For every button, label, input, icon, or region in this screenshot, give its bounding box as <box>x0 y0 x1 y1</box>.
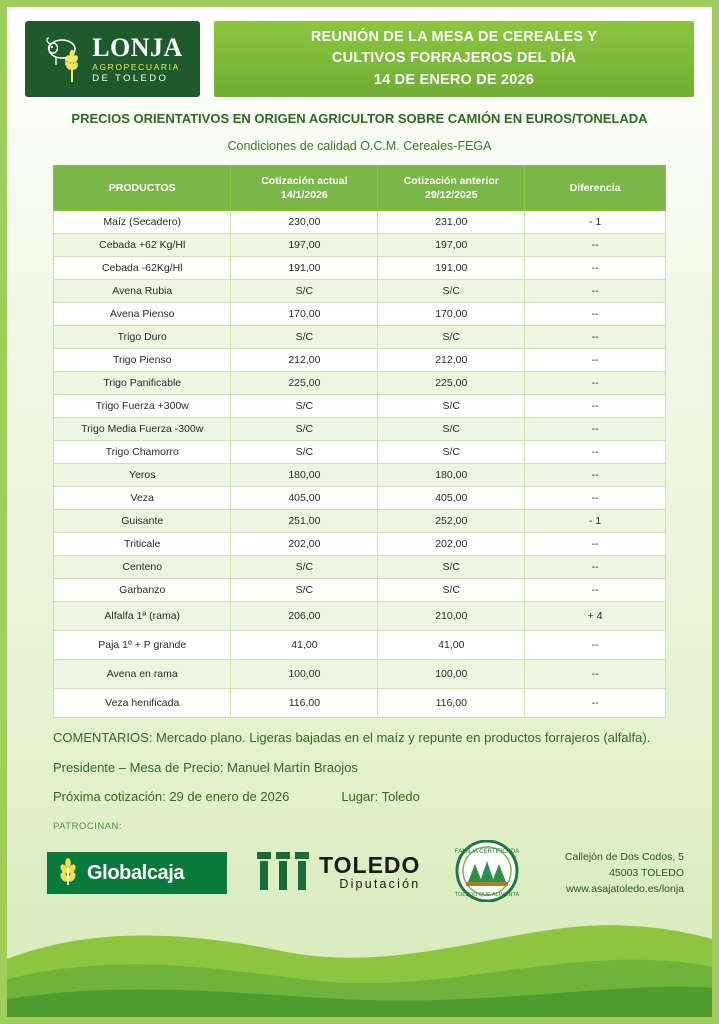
cell-previous: 116,00 <box>378 689 525 718</box>
table-row <box>54 660 666 689</box>
sponsors-row <box>7 832 712 907</box>
cell-current: 225,00 <box>231 372 378 395</box>
cell-previous: 210,00 <box>378 602 525 631</box>
table-row <box>54 689 666 718</box>
cell-product: Guisante <box>54 510 231 533</box>
cell-product: Alfalfa 1ª (rama) <box>54 602 231 631</box>
table-row <box>54 579 666 602</box>
cell-product: Trigo Duro <box>54 326 231 349</box>
diputacion-label: Diputación <box>339 877 421 892</box>
cell-previous: 180,00 <box>378 464 525 487</box>
cell-previous: 202,00 <box>378 533 525 556</box>
cell-difference: -- <box>525 441 666 464</box>
logo-subtitle-2: DE TOLEDO <box>92 73 169 84</box>
subtitle-quality: Condiciones de calidad O.C.M. Cereales-FEGA <box>227 139 492 153</box>
cell-difference: -- <box>525 689 666 718</box>
cell-current: S/C <box>231 441 378 464</box>
table-row <box>54 326 666 349</box>
cell-difference: -- <box>525 257 666 280</box>
cell-previous: 170,00 <box>378 303 525 326</box>
table-row <box>54 510 666 533</box>
column-header-previous-label: Cotización anterior <box>403 175 499 187</box>
cell-difference: -- <box>525 487 666 510</box>
toledo-label: TOLEDO <box>319 852 421 879</box>
cell-previous: 197,00 <box>378 234 525 257</box>
sponsors-label: PATROCINAN: <box>53 820 123 832</box>
cell-previous: S/C <box>378 326 525 349</box>
table-row <box>54 487 666 510</box>
column-header-current-date: 14/1/2026 <box>281 189 328 202</box>
table-row <box>54 418 666 441</box>
cell-product: Cebada +62 Kg/Hl <box>54 234 231 257</box>
address-line-2: 45003 TOLEDO <box>609 867 684 880</box>
cell-previous: 225,00 <box>378 372 525 395</box>
cell-previous: 252,00 <box>378 510 525 533</box>
cell-current: 180,00 <box>231 464 378 487</box>
cell-difference: -- <box>525 464 666 487</box>
cell-product: Garbanzo <box>54 579 231 602</box>
cell-product: Centeno <box>54 556 231 579</box>
cell-current: S/C <box>231 395 378 418</box>
column-header-previous-date: 29/12/2025 <box>425 189 478 202</box>
notes-section <box>7 718 712 807</box>
logo-title: LONJA <box>92 32 183 62</box>
cell-previous: S/C <box>378 280 525 303</box>
cell-difference: - 1 <box>525 211 666 234</box>
cell-current: 116,00 <box>231 689 378 718</box>
cell-product: Trigo Media Fuerza -300w <box>54 418 231 441</box>
cell-product: Avena en rama <box>54 660 231 689</box>
table-row <box>54 211 666 234</box>
cell-current: S/C <box>231 579 378 602</box>
cell-previous: 191,00 <box>378 257 525 280</box>
toledo-columns-icon <box>255 850 311 897</box>
cell-current: 100,00 <box>231 660 378 689</box>
cell-previous: 231,00 <box>378 211 525 234</box>
logo-subtitle-1: AGROPECUARIA <box>92 61 180 72</box>
cell-previous: S/C <box>378 418 525 441</box>
cell-difference: + 4 <box>525 602 666 631</box>
table-row <box>54 533 666 556</box>
column-header-current <box>231 166 378 211</box>
cell-previous: 405,00 <box>378 487 525 510</box>
table-row <box>54 280 666 303</box>
cell-product: Veza henificada <box>54 689 231 718</box>
cell-current: 405,00 <box>231 487 378 510</box>
table-row <box>54 234 666 257</box>
cell-current: 230,00 <box>231 211 378 234</box>
title-line-2: CULTIVOS FORRAJEROS DEL DÍA <box>331 50 577 67</box>
cell-difference: -- <box>525 631 666 660</box>
cell-product: Maíz (Secadero) <box>54 211 231 234</box>
table-header-row <box>54 166 666 211</box>
table-row <box>54 441 666 464</box>
cell-difference: -- <box>525 234 666 257</box>
table-row <box>54 602 666 631</box>
column-header-difference: Diferencia <box>525 166 666 211</box>
cell-product: Avena Rubia <box>54 280 231 303</box>
cell-product: Trigo Panificable <box>54 372 231 395</box>
cell-product: Yeros <box>54 464 231 487</box>
cell-difference: -- <box>525 280 666 303</box>
globalcaja-logo[interactable] <box>47 852 227 894</box>
cell-difference: -- <box>525 395 666 418</box>
toledo-quality-seal[interactable] <box>444 840 530 907</box>
prices-table <box>53 165 666 718</box>
cell-difference: - 1 <box>525 510 666 533</box>
cell-previous: S/C <box>378 441 525 464</box>
cell-product: Triticale <box>54 533 231 556</box>
cell-difference: -- <box>525 556 666 579</box>
address-line-3[interactable]: www.asajatoledo.es/lonja <box>566 883 684 896</box>
subtitle-prices: PRECIOS ORIENTATIVOS EN ORIGEN AGRICULTOR SOBRE CAMIÓN EN EUROS/TONELADA <box>71 111 648 126</box>
cell-previous: 100,00 <box>378 660 525 689</box>
cell-product: Cebada -62Kg/Hl <box>54 257 231 280</box>
cell-difference: -- <box>525 349 666 372</box>
table-row <box>54 349 666 372</box>
cell-difference: -- <box>525 303 666 326</box>
cell-product: Avena Pienso <box>54 303 231 326</box>
cell-previous: 212,00 <box>378 349 525 372</box>
column-header-product: PRODUCTOS <box>54 166 231 211</box>
title-line-1: REUNIÓN DE LA MESA DE CEREALES Y <box>310 29 598 46</box>
globalcaja-wheat-icon <box>55 856 81 891</box>
cell-current: 251,00 <box>231 510 378 533</box>
cell-difference: -- <box>525 579 666 602</box>
cell-current: S/C <box>231 418 378 441</box>
cell-current: 206,00 <box>231 602 378 631</box>
cell-current: S/C <box>231 556 378 579</box>
table-row <box>54 464 666 487</box>
cell-current: 202,00 <box>231 533 378 556</box>
address-line-1: Callejón de Dos Codos, 5 <box>564 850 684 863</box>
diputacion-toledo-logo[interactable] <box>255 850 420 897</box>
cell-current: S/C <box>231 280 378 303</box>
cell-current: 41,00 <box>231 631 378 660</box>
title-line-3: 14 DE ENERO DE 2026 <box>373 71 535 88</box>
svg-text:TOLEDO QUE ALIMENTA: TOLEDO QUE ALIMENTA <box>455 891 520 898</box>
cell-product: Trigo Chamorro <box>54 441 231 464</box>
president-text: Presidente – Mesa de Precio: Manuel Martín Braojos <box>53 759 358 775</box>
column-header-current-label: Cotización actual <box>261 175 348 187</box>
document-header <box>7 7 712 97</box>
cell-current: S/C <box>231 326 378 349</box>
cell-current: 191,00 <box>231 257 378 280</box>
cell-difference: -- <box>525 533 666 556</box>
cell-difference: -- <box>525 660 666 689</box>
svg-text:FAMILIA CERTIFICADA: FAMILIA CERTIFICADA <box>455 848 520 855</box>
cell-product: Veza <box>54 487 231 510</box>
title-banner <box>214 21 694 97</box>
place-text: Lugar: Toledo <box>341 789 420 805</box>
cell-product: Paja 1º + P grande <box>54 631 231 660</box>
table-row <box>54 395 666 418</box>
cell-current: 197,00 <box>231 234 378 257</box>
globalcaja-label: Globalcaja <box>87 861 185 884</box>
table-row <box>54 372 666 395</box>
column-header-previous <box>378 166 525 211</box>
table-row <box>54 556 666 579</box>
cell-product: Trigo Fuerza +300w <box>54 395 231 418</box>
cell-previous: S/C <box>378 579 525 602</box>
comments-text: COMENTARIOS: Mercado plano. Ligeras bajadas en el maíz y repunte en productos forrajeros (alfalfa). <box>53 730 651 746</box>
next-quote-text: Próxima cotización: 29 de enero de 2026 <box>53 789 290 805</box>
cell-previous: S/C <box>378 556 525 579</box>
cell-current: 170,00 <box>231 303 378 326</box>
table-row <box>54 631 666 660</box>
cell-difference: -- <box>525 372 666 395</box>
cell-current: 212,00 <box>231 349 378 372</box>
cell-product: Trigo Pienso <box>54 349 231 372</box>
lonja-logo <box>25 21 200 97</box>
cell-previous: S/C <box>378 395 525 418</box>
cell-difference: -- <box>525 418 666 441</box>
address-block <box>565 849 684 898</box>
table-row <box>54 257 666 280</box>
cell-previous: 41,00 <box>378 631 525 660</box>
cell-difference: -- <box>525 326 666 349</box>
table-row <box>54 303 666 326</box>
sheep-wheat-icon <box>42 35 86 83</box>
